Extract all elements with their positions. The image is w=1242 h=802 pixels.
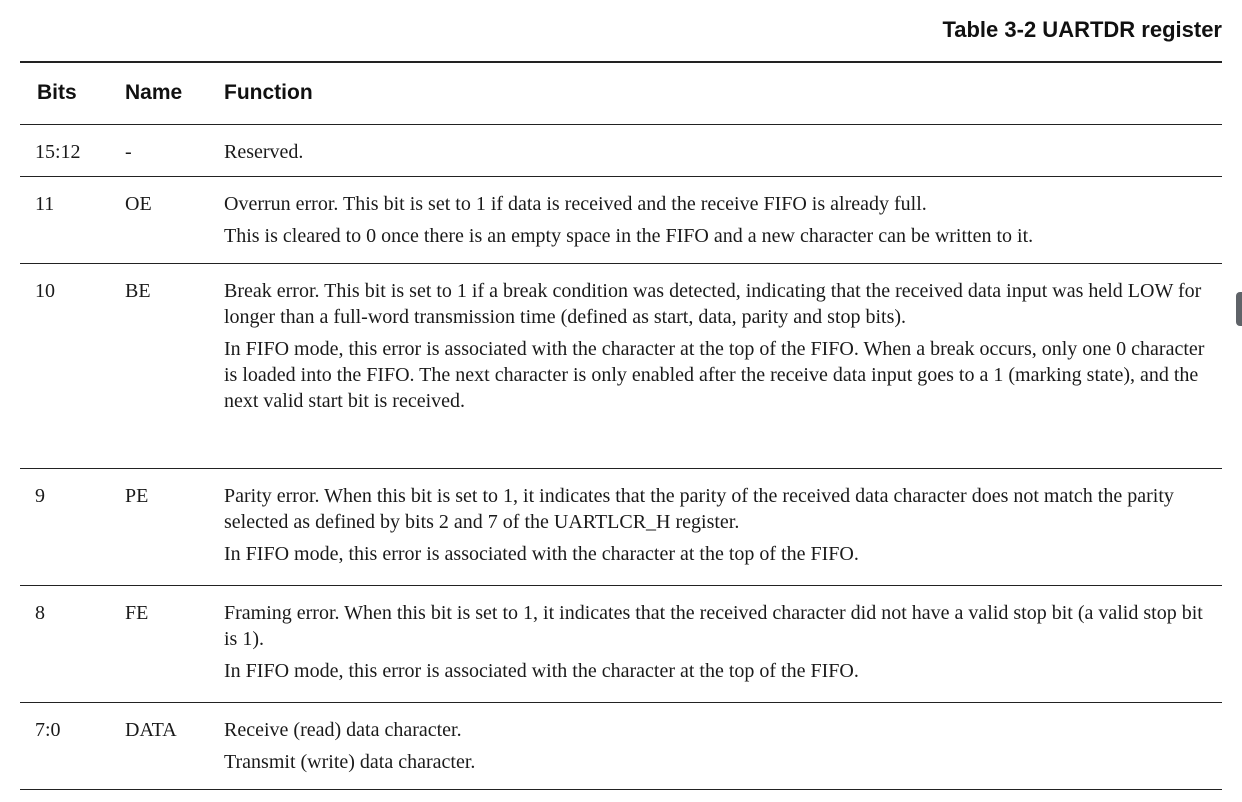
table-row: [20, 125, 1222, 176]
header-function: Function: [224, 81, 313, 104]
cell-name: BE: [125, 279, 151, 302]
function-paragraph: Framing error. When this bit is set to 1, it indicates that the received character did not have a valid stop bit (a valid stop bit is 1).: [224, 601, 1203, 650]
cell-function: [224, 177, 1222, 249]
function-paragraph: Reserved.: [224, 140, 304, 163]
cell-bits: 10: [35, 279, 55, 302]
cell-name: DATA: [125, 718, 177, 741]
table-row: [20, 586, 1222, 702]
header-name: Name: [125, 81, 183, 104]
function-paragraph: Overrun error. This bit is set to 1 if data is received and the receive FIFO is already full.: [224, 192, 927, 215]
cell-name: -: [125, 140, 132, 163]
row-rule: [20, 789, 1222, 790]
table-row: [20, 703, 1222, 789]
cell-name: OE: [125, 192, 152, 215]
scrollbar-handle[interactable]: [1236, 292, 1242, 326]
cell-function: [224, 586, 1222, 684]
register-table: [20, 61, 1222, 790]
cell-function: [224, 264, 1222, 414]
cell-bits: 7:0: [35, 718, 61, 741]
function-paragraph: Transmit (write) data character.: [224, 750, 476, 773]
header-bits: Bits: [37, 81, 77, 104]
cell-name: FE: [125, 601, 149, 624]
table-row: [20, 469, 1222, 585]
function-paragraph: Break error. This bit is set to 1 if a break condition was detected, indicating that the received data input was held LOW for longer than a full-word transmission time (defined as start, data, parity and stop bits).: [224, 279, 1202, 328]
table-body: [20, 125, 1222, 790]
cell-bits: 11: [35, 192, 55, 215]
cell-bits: 9: [35, 484, 45, 507]
function-paragraph: Parity error. When this bit is set to 1, it indicates that the parity of the received data character does not match the parity selected as defined by bits 2 and 7 of the UARTLCR_H register.: [224, 484, 1174, 533]
cell-name: PE: [125, 484, 149, 507]
function-paragraph: In FIFO mode, this error is associated with the character at the top of the FIFO.: [224, 659, 859, 682]
function-paragraph: This is cleared to 0 once there is an empty space in the FIFO and a new character can be written to it.: [224, 224, 1034, 247]
cell-bits: 15:12: [35, 140, 81, 163]
cell-bits: 8: [35, 601, 45, 624]
function-paragraph: In FIFO mode, this error is associated with the character at the top of the FIFO. When a break occurs, only one 0 character is loaded into the FIFO. The next character is only enabled after the receive data input goes to a 1 (marking state), and the next valid start bit is received.: [224, 337, 1205, 412]
cell-function: [224, 125, 1222, 165]
table-row: [20, 177, 1222, 263]
table-row: [20, 264, 1222, 468]
function-paragraph: In FIFO mode, this error is associated with the character at the top of the FIFO.: [224, 542, 859, 565]
table-header-row: [20, 63, 1222, 124]
cell-function: [224, 469, 1222, 567]
function-paragraph: Receive (read) data character.: [224, 718, 462, 741]
table-caption: Table 3-2 UARTDR register: [942, 17, 1222, 42]
cell-function: [224, 703, 1222, 775]
